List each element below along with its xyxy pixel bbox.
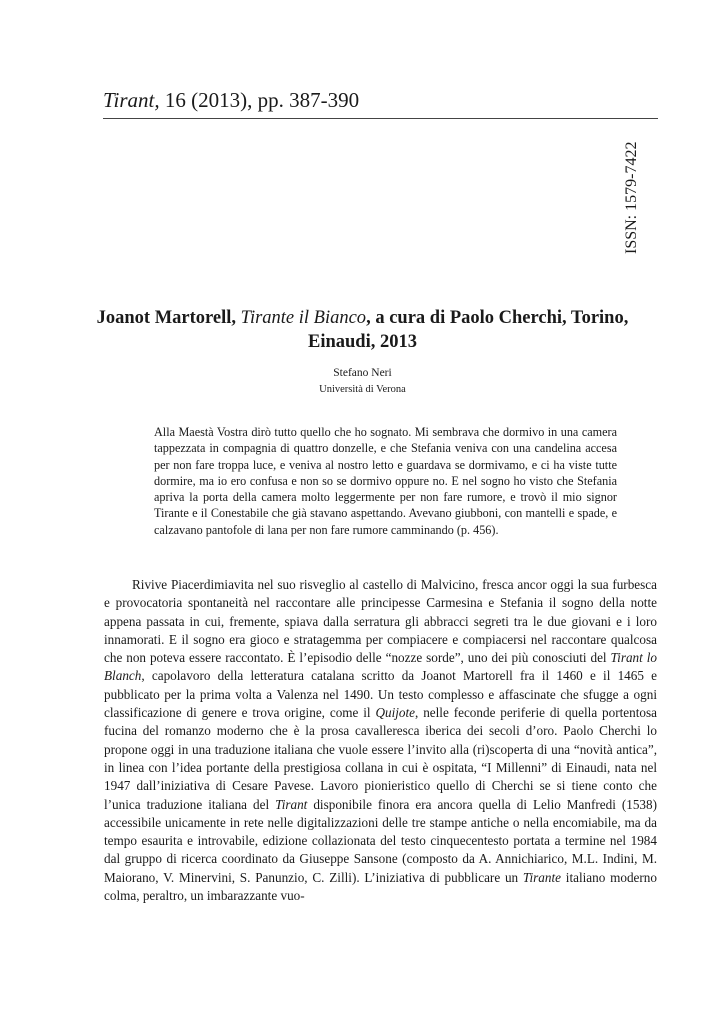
journal-name: Tirant, (103, 88, 160, 112)
author-name: Stefano Neri (333, 367, 392, 379)
header-rule (103, 118, 658, 119)
body-text-4: disponibile finora era ancora quella di Lelio Manfredi (1538) accessibile unicamente in rete nelle digitalizzazioni delle tre stampe antiche o nella encomiabile, ma da tempo esaurita e introvabile, edizione collazionata del testo cinquecentesto portata a termine nel 1984 dal gruppo di ricerca coordinato da Giuseppe Sansone (composto da A. Annichiarico, M.L. Indini, M. Maiorano, V. Minervini, S. Panunzio, C. Zilli). L’iniziativa di pubblicare un (104, 796, 658, 885)
body-italic-4: Tirante (522, 869, 562, 885)
body-text-3: , nelle feconde periferie di quella portentosa fucina del romanzo moderno che è la prosa cavalleresca iberica dei secoli d’oro. Paolo Cherchi lo propone oggi in una traduzione italiana che vuole essere l’invito alla (ri)scoperta di una “novità antica”, in linea con l’idea portante della prestigiosa collana in cui è ospitata, “I Millenni” di Einaudi, nata nel 1947 dall’iniziativa di Cesare Pavese. Lavoro pionieristico quello di Cherchi se si tiene conto che l’unica traduzione italiana del (104, 705, 657, 812)
title-italic: Tirante il Bianco (240, 308, 367, 328)
author-affiliation: Università di Verona (319, 384, 406, 395)
body-text-5: italiano moderno colma, peraltro, un imbarazzante vuo- (104, 869, 657, 904)
body-italic-1: Tirant lo Blanch (104, 650, 657, 684)
article-title (95, 306, 630, 354)
block-quote: Alla Maestà Vostra dirò tutto quello che ho sognato. Mi sembrava che dormivo in una camera tappezzata in compagnia di quattro donzelle, e che Stefania veniva con una candelina accesa per non fare troppa luce, e veniva al nostro letto e guardava se dormivamo, e ci ha viste tutte dormire, ma io ero confusa e non so se dormivo oppure no. E nel sogno ho visto che Stefania apriva la porta della camera molto leggermente per non fare rumore, e trovò il mio signor Tirante e il Conestabile che già stavano aspettando. Avevano giubboni, con mantelli e spade, e calzavano pantofole di lana per non fare rumore camminando (p. 456). (154, 425, 617, 537)
title-part-1: Joanot Martorell, (96, 308, 241, 328)
title-part-2: , a cura di Paolo Cherchi, Torino, Einaudi, 2013 (308, 308, 629, 352)
issue-pages: 16 (2013), pp. 387-390 (159, 88, 360, 112)
body-paragraph (104, 576, 657, 905)
body-text-2: , capolavoro della letteratura catalana scritto da Joanot Martorell fra il 1460 e il 1465 e pubblicato per la prima volta a Valenza nel 1490. Un testo complesso e affascinate che sfugge a ogni classificazione di genere e trova origine, come il (104, 668, 657, 721)
body-italic-3: Tirant (275, 796, 308, 812)
issn-label: ISSN: 1579-7422 (623, 141, 640, 254)
body-text-1: Rivive Piacerdimiavita nel suo risveglio al castello di Malvicino, fresca ancor oggi la sua furbesca e provocatoria spontaneità nel raccontare alle principesse Carmesina e Stefania il sogno della notte appena passata in cui, fremente, spiava dalla serratura gli abbracci segreti tra le due giovani e i loro innamorati. E il sogno era gioco e stratagemma per compiacere e compiacersi nel raccontare qualcosa che non poteva essere raccontato. È l’episodio delle “nozze sorde”, uno dei più conosciuti del (104, 577, 657, 666)
body-italic-2: Quijote (375, 705, 416, 721)
running-header (103, 88, 359, 113)
